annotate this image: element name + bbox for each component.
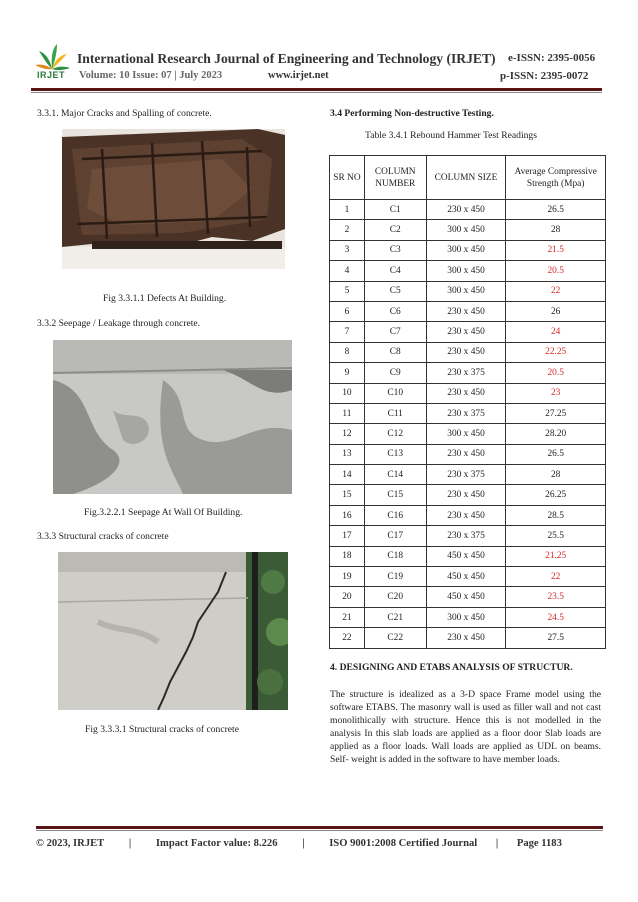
header-rule-thin	[31, 92, 602, 93]
cell-strength: 24	[506, 322, 606, 342]
cell-sr: 5	[330, 281, 365, 301]
cell-column: C21	[364, 607, 426, 627]
cell-sr: 13	[330, 444, 365, 464]
cell-size: 300 x 450	[426, 261, 506, 281]
cell-column: C17	[364, 526, 426, 546]
cell-size: 230 x 450	[426, 628, 506, 648]
cell-size: 230 x 450	[426, 505, 506, 525]
cell-column: C9	[364, 363, 426, 383]
cell-strength: 27.25	[506, 403, 606, 423]
cell-sr: 20	[330, 587, 365, 607]
cell-column: C2	[364, 220, 426, 240]
cell-strength: 21.5	[506, 240, 606, 260]
cell-size: 230 x 450	[426, 444, 506, 464]
cell-strength: 28.20	[506, 424, 606, 444]
header-strength: Average Compressive Strength (Mpa)	[506, 156, 606, 200]
cell-size: 450 x 450	[426, 587, 506, 607]
section-4-paragraph: The structure is idealized as a 3-D space Frame model using the software ETABS. The masonry wall is used as filler wall and not cast monolithically with structure. Hence this is not modelled in the analysis In this slab loads are applied as a floor door Slab loads are applied as a floor loads. Wall loads are applied as UDL on beams. Self- weight is added in the software to have member loads.	[330, 689, 601, 765]
cell-size: 230 x 450	[426, 301, 506, 321]
photo-structural-cracks	[58, 552, 288, 710]
cell-strength: 24.5	[506, 607, 606, 627]
table-row	[330, 465, 606, 485]
page-footer	[36, 838, 562, 849]
journal-title: International Research Journal of Engineering and Technology (IRJET)	[77, 51, 496, 66]
table-row	[330, 485, 606, 505]
table-row	[330, 424, 606, 444]
cell-sr: 11	[330, 403, 365, 423]
cell-size: 230 x 450	[426, 200, 506, 220]
table-row	[330, 546, 606, 566]
section-heading-4: 4. DESIGNING AND ETABS ANALYSIS OF STRUCTUR.	[330, 662, 573, 673]
cell-sr: 21	[330, 607, 365, 627]
table-body	[330, 200, 606, 649]
cell-strength: 28	[506, 465, 606, 485]
section-heading-3-3-3: 3.3.3 Structural cracks of concrete	[37, 531, 169, 542]
table-row	[330, 322, 606, 342]
cell-strength: 21.25	[506, 546, 606, 566]
table-row	[330, 403, 606, 423]
table-row	[330, 281, 606, 301]
page-header	[0, 0, 638, 92]
figure-caption-3-3-1-1: Fig 3.3.1.1 Defects At Building.	[103, 293, 227, 304]
table-row	[330, 505, 606, 525]
cell-column: C6	[364, 301, 426, 321]
table-row	[330, 261, 606, 281]
cell-strength: 25.5	[506, 526, 606, 546]
cell-strength: 22	[506, 567, 606, 587]
cell-sr: 8	[330, 342, 365, 362]
footer-impact-factor: Impact Factor value: 8.226	[155, 838, 278, 849]
footer-page-number: Page 1183	[516, 838, 562, 849]
cell-sr: 15	[330, 485, 365, 505]
table-row	[330, 567, 606, 587]
table-row	[330, 200, 606, 220]
table-row	[330, 220, 606, 240]
cell-strength: 20.5	[506, 363, 606, 383]
cell-strength: 26.25	[506, 485, 606, 505]
cell-size: 230 x 375	[426, 363, 506, 383]
header-sr-no: SR NO	[330, 156, 365, 200]
footer-rule	[36, 826, 603, 829]
cell-sr: 2	[330, 220, 365, 240]
cell-sr: 1	[330, 200, 365, 220]
cell-sr: 19	[330, 567, 365, 587]
cell-strength: 27.5	[506, 628, 606, 648]
section-heading-3-3-2: 3.3.2 Seepage / Leakage through concrete.	[37, 318, 201, 329]
cell-column: C20	[364, 587, 426, 607]
logo-text: IRJET	[37, 70, 66, 80]
cell-size: 300 x 450	[426, 424, 506, 444]
table-row	[330, 628, 606, 648]
pissn: p-ISSN: 2395-0072	[500, 70, 589, 82]
footer-separator: |	[302, 838, 305, 849]
table-caption: Table 3.4.1 Rebound Hammer Test Readings	[365, 130, 537, 141]
table-row	[330, 363, 606, 383]
rebound-hammer-table	[329, 155, 606, 649]
volume-issue: Volume: 10 Issue: 07 | July 2023	[79, 70, 223, 81]
cell-size: 230 x 375	[426, 465, 506, 485]
cell-size: 300 x 450	[426, 281, 506, 301]
cell-strength: 26.5	[506, 444, 606, 464]
header-rule	[31, 88, 602, 91]
table-row	[330, 342, 606, 362]
footer-iso: ISO 9001:2008 Certified Journal	[329, 838, 478, 849]
cell-strength: 22.25	[506, 342, 606, 362]
cell-sr: 17	[330, 526, 365, 546]
cell-column: C11	[364, 403, 426, 423]
cell-size: 300 x 450	[426, 240, 506, 260]
cell-sr: 4	[330, 261, 365, 281]
cell-sr: 6	[330, 301, 365, 321]
cell-column: C1	[364, 200, 426, 220]
cell-strength: 26	[506, 301, 606, 321]
cell-size: 450 x 450	[426, 567, 506, 587]
cell-size: 230 x 450	[426, 322, 506, 342]
cell-size: 300 x 450	[426, 220, 506, 240]
cell-strength: 20.5	[506, 261, 606, 281]
cell-strength: 22	[506, 281, 606, 301]
cell-column: C19	[364, 567, 426, 587]
cell-sr: 12	[330, 424, 365, 444]
footer-separator: |	[495, 838, 499, 849]
cell-column: C3	[364, 240, 426, 260]
figure-caption-3-3-3-1: Fig 3.3.3.1 Structural cracks of concrete	[85, 724, 239, 735]
eissn: e-ISSN: 2395-0056	[508, 52, 596, 64]
photo-seepage-wall	[53, 340, 292, 494]
cell-size: 230 x 450	[426, 485, 506, 505]
table-row	[330, 607, 606, 627]
cell-column: C13	[364, 444, 426, 464]
table-row	[330, 587, 606, 607]
section-heading-3-3-1: 3.3.1. Major Cracks and Spalling of concrete.	[37, 108, 212, 119]
cell-strength: 23.5	[506, 587, 606, 607]
cell-column: C18	[364, 546, 426, 566]
table-header-row	[330, 156, 606, 200]
footer-rule-thin	[36, 830, 603, 831]
cell-strength: 23	[506, 383, 606, 403]
footer-copyright: © 2023, IRJET	[36, 838, 105, 849]
journal-website[interactable]: www.irjet.net	[268, 70, 329, 81]
header-column-number: COLUMN NUMBER	[364, 156, 426, 200]
cell-column: C16	[364, 505, 426, 525]
table-row	[330, 383, 606, 403]
cell-column: C10	[364, 383, 426, 403]
cell-column: C14	[364, 465, 426, 485]
cell-size: 450 x 450	[426, 546, 506, 566]
cell-column: C4	[364, 261, 426, 281]
cell-sr: 7	[330, 322, 365, 342]
table-row	[330, 240, 606, 260]
footer-separator: |	[128, 838, 132, 849]
table-row	[330, 526, 606, 546]
header-column-size: COLUMN SIZE	[426, 156, 506, 200]
cell-strength: 28.5	[506, 505, 606, 525]
cell-column: C7	[364, 322, 426, 342]
cell-sr: 16	[330, 505, 365, 525]
cell-column: C12	[364, 424, 426, 444]
photo-spalling-concrete	[62, 129, 285, 269]
cell-sr: 3	[330, 240, 365, 260]
cell-sr: 18	[330, 546, 365, 566]
cell-sr: 9	[330, 363, 365, 383]
cell-size: 230 x 375	[426, 526, 506, 546]
cell-strength: 28	[506, 220, 606, 240]
table-row	[330, 301, 606, 321]
section-heading-3-4: 3.4 Performing Non-destructive Testing.	[330, 108, 494, 119]
cell-sr: 10	[330, 383, 365, 403]
cell-column: C22	[364, 628, 426, 648]
cell-size: 230 x 450	[426, 342, 506, 362]
cell-sr: 14	[330, 465, 365, 485]
cell-column: C5	[364, 281, 426, 301]
cell-sr: 22	[330, 628, 365, 648]
cell-strength: 26.5	[506, 200, 606, 220]
cell-column: C8	[364, 342, 426, 362]
cell-size: 300 x 450	[426, 607, 506, 627]
cell-size: 230 x 450	[426, 383, 506, 403]
table-row	[330, 444, 606, 464]
irjet-logo-icon	[33, 43, 71, 87]
figure-caption-3-2-2-1: Fig.3.2.2.1 Seepage At Wall Of Building.	[84, 507, 243, 518]
cell-column: C15	[364, 485, 426, 505]
cell-size: 230 x 375	[426, 403, 506, 423]
